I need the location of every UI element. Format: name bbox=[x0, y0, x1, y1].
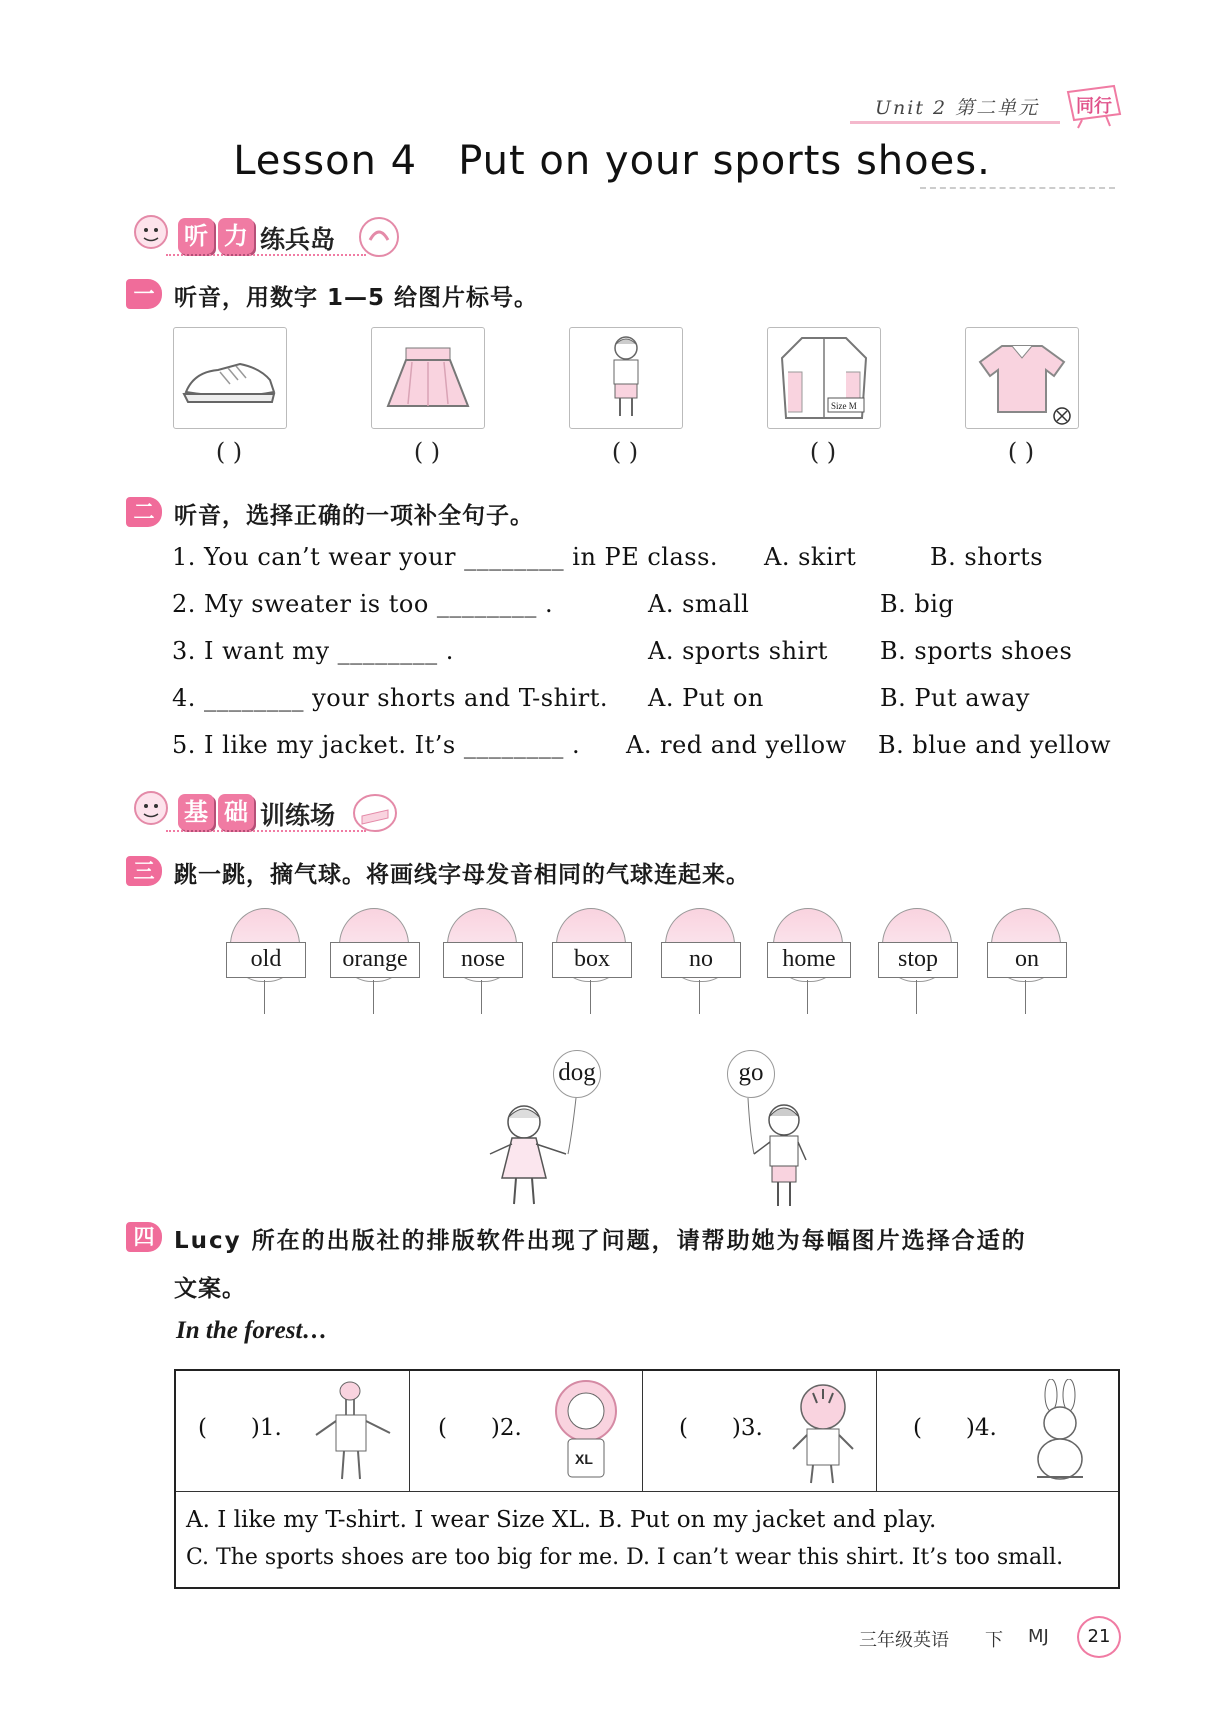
question-number-1: 一 bbox=[126, 279, 162, 309]
answer-blank-4[interactable]: ( ) bbox=[809, 438, 837, 466]
answer-blank-1[interactable]: ( ) bbox=[215, 438, 243, 466]
question-4-instruction-cont: 文案。 bbox=[174, 1276, 246, 1302]
question-number-3: 三 bbox=[126, 856, 162, 886]
option-5b[interactable]: B. blue and yellow bbox=[878, 731, 1112, 759]
balloon-no[interactable] bbox=[665, 908, 735, 982]
cell-label-2[interactable]: ( )2. bbox=[438, 1415, 522, 1441]
answer-blank-5[interactable]: ( ) bbox=[1007, 438, 1035, 466]
option-4b[interactable]: B. Put away bbox=[880, 684, 1030, 712]
footer-edition: MJ bbox=[1028, 1626, 1049, 1647]
book-icon bbox=[352, 792, 398, 834]
option-4a[interactable]: A. Put on bbox=[648, 684, 764, 712]
footer-volume: 下 bbox=[985, 1630, 1003, 1651]
option-2b[interactable]: B. big bbox=[880, 590, 955, 618]
option-5a[interactable]: A. red and yellow bbox=[626, 731, 847, 759]
sneakers-icon bbox=[174, 328, 286, 428]
balloon-word: orange bbox=[330, 942, 420, 978]
brand-logo bbox=[1062, 84, 1124, 130]
cell-label-4[interactable]: ( )4. bbox=[913, 1415, 997, 1441]
sentence-4: 4. ________ your shorts and T-shirt. bbox=[172, 684, 608, 712]
banner-char-2: 础 bbox=[218, 794, 254, 830]
size-tag: Size M bbox=[831, 401, 857, 411]
picture-box-4 bbox=[767, 327, 881, 429]
balloon-word: box bbox=[552, 942, 632, 978]
caption-options-ab: A. I like my T-shirt. I wear Size XL. B. Put on my jacket and play. bbox=[186, 1507, 937, 1533]
cell-label-3[interactable]: ( )3. bbox=[679, 1415, 763, 1441]
boy-icon bbox=[740, 1094, 820, 1212]
kid-balloon-dog[interactable]: dog bbox=[553, 1050, 601, 1098]
balloon-nose[interactable] bbox=[447, 908, 517, 982]
balloon-word: stop bbox=[878, 942, 958, 978]
balloon-word: nose bbox=[443, 942, 523, 978]
sentence-2: 2. My sweater is too ________ . bbox=[172, 590, 554, 618]
picture-box-3 bbox=[569, 327, 683, 429]
balloon-on[interactable] bbox=[991, 908, 1061, 982]
page-title: Lesson 4 Put on your sports shoes. bbox=[233, 138, 991, 184]
balloon-orange[interactable] bbox=[339, 908, 409, 982]
boy-icon bbox=[570, 328, 682, 428]
table-cell-1 bbox=[176, 1371, 410, 1491]
banner-char-1: 基 bbox=[178, 794, 214, 830]
giraffe-icon bbox=[306, 1375, 406, 1487]
skirt-icon bbox=[372, 328, 484, 428]
picture-box-2 bbox=[371, 327, 485, 429]
rabbit-icon bbox=[1017, 1379, 1107, 1489]
table-cell-3 bbox=[643, 1371, 877, 1491]
question-1-instruction: 听音，用数字 1—5 给图片标号。 bbox=[174, 285, 539, 311]
question-number-2: 二 bbox=[126, 497, 162, 527]
headphones-icon bbox=[358, 216, 400, 258]
banner-char-2: 力 bbox=[218, 218, 254, 254]
cell-label-1[interactable]: ( )1. bbox=[198, 1415, 282, 1441]
girl-icon bbox=[480, 1094, 590, 1212]
banner-char-1: 听 bbox=[178, 218, 214, 254]
kid-balloon-go[interactable]: go bbox=[727, 1050, 775, 1098]
question-2-instruction: 听音，选择正确的一项补全句子。 bbox=[174, 503, 534, 529]
picture-box-1 bbox=[173, 327, 287, 429]
option-3a[interactable]: A. sports shirt bbox=[648, 637, 828, 665]
title-dash bbox=[920, 187, 1115, 189]
answer-blank-2[interactable]: ( ) bbox=[413, 438, 441, 466]
sentence-1: 1. You can’t wear your ________ in PE class. bbox=[172, 543, 719, 571]
option-1b[interactable]: B. shorts bbox=[930, 543, 1044, 571]
unit-tag: Unit 2 第二单元 bbox=[875, 97, 1040, 119]
section-banner-listening bbox=[126, 210, 406, 262]
balloon-old[interactable] bbox=[230, 908, 300, 982]
balloon-word: on bbox=[987, 942, 1067, 978]
story-subtitle: In the forest… bbox=[176, 1317, 328, 1344]
caption-table bbox=[174, 1369, 1120, 1589]
page-number: 21 bbox=[1077, 1616, 1121, 1658]
balloon-home[interactable] bbox=[773, 908, 843, 982]
balloon-stop[interactable] bbox=[882, 908, 952, 982]
question-3-instruction: 跳一跳，摘气球。将画线字母发音相同的气球连起来。 bbox=[174, 862, 750, 888]
banner-text: 练兵岛 bbox=[260, 225, 336, 254]
balloon-word: old bbox=[226, 942, 306, 978]
banner-text: 训练场 bbox=[260, 801, 336, 830]
question-4-instruction: Lucy 所在的出版社的排版软件出现了问题，请帮助她为每幅图片选择合适的 bbox=[174, 1228, 1027, 1254]
balloon-box[interactable] bbox=[556, 908, 626, 982]
shirt-icon bbox=[966, 328, 1078, 428]
brand-text: 同行 bbox=[1076, 96, 1112, 117]
caption-options-cd: C. The sports shoes are too big for me. D. I can’t wear this shirt. It’s too small. bbox=[186, 1545, 1064, 1570]
size-xl-tag: XL bbox=[575, 1451, 593, 1467]
balloon-word: no bbox=[661, 942, 741, 978]
jacket-icon bbox=[768, 328, 880, 428]
picture-box-5 bbox=[965, 327, 1079, 429]
balloon-word: home bbox=[767, 942, 851, 978]
sentence-5: 5. I like my jacket. It’s ________ . bbox=[172, 731, 581, 759]
section-banner-basic bbox=[126, 786, 406, 838]
tiger-icon bbox=[783, 1379, 873, 1489]
option-2a[interactable]: A. small bbox=[648, 590, 750, 618]
question-number-4: 四 bbox=[126, 1222, 162, 1252]
unit-underline bbox=[850, 121, 1060, 124]
table-cell-2 bbox=[410, 1371, 643, 1491]
answer-blank-3[interactable]: ( ) bbox=[611, 438, 639, 466]
lion-icon bbox=[540, 1377, 640, 1487]
option-1a[interactable]: A. skirt bbox=[764, 543, 857, 571]
option-3b[interactable]: B. sports shoes bbox=[880, 637, 1073, 665]
footer-book: 三年级英语 bbox=[859, 1630, 949, 1651]
sentence-3: 3. I want my ________ . bbox=[172, 637, 454, 665]
table-cell-4 bbox=[877, 1371, 1117, 1491]
